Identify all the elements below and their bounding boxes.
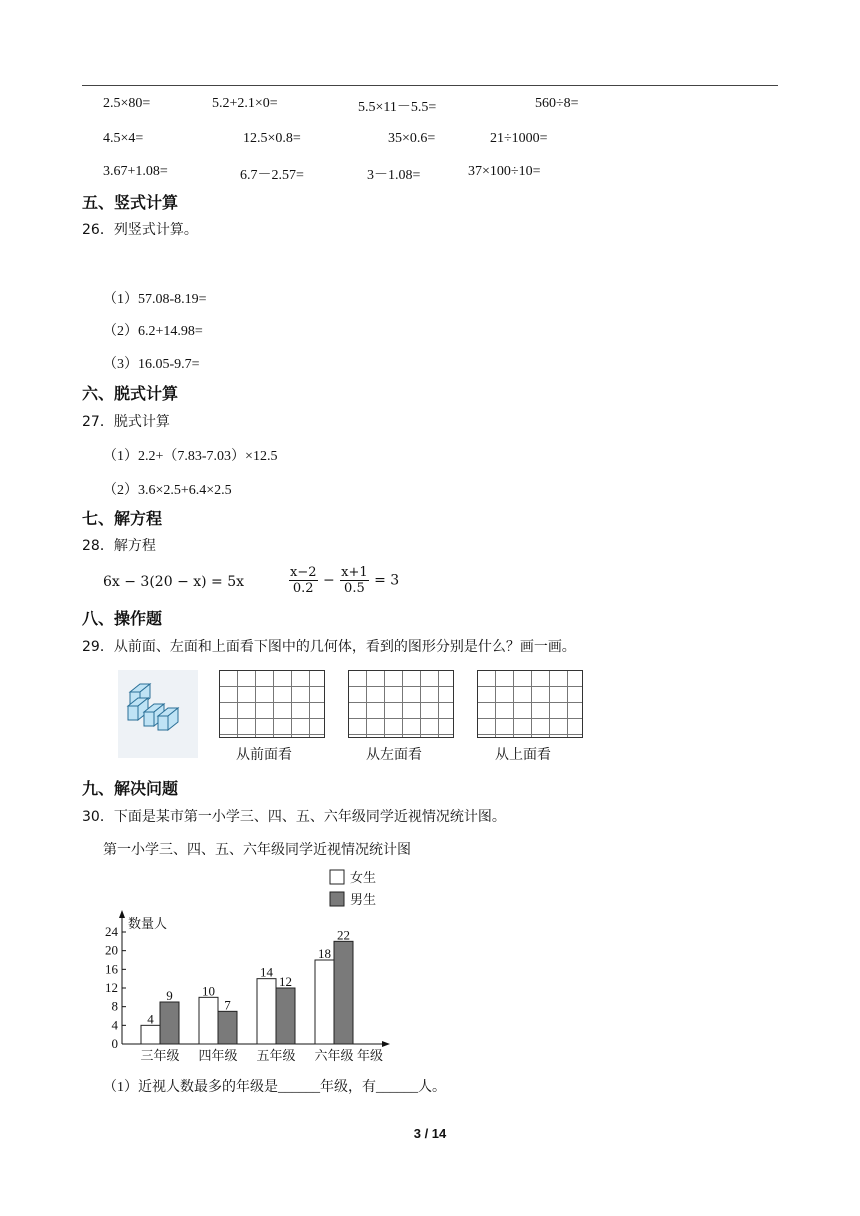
y-tick-label: 4 bbox=[111, 1017, 118, 1033]
y-tick-label: 8 bbox=[111, 998, 118, 1014]
bar-value-label: 9 bbox=[166, 988, 173, 1003]
bar-value-label: 18 bbox=[318, 946, 331, 961]
problem-item: （1）近视人数最多的年级是______年级，有______人。 bbox=[103, 1080, 446, 1095]
drawing-grid-front[interactable] bbox=[219, 670, 325, 738]
top-rule bbox=[82, 85, 778, 86]
question-text: 27．脱式计算 bbox=[82, 414, 170, 430]
calc-item: 6.7－2.57= bbox=[240, 168, 304, 183]
calc-item: 5.5×11－5.5= bbox=[358, 100, 437, 115]
x-tick-label: 三年级 bbox=[140, 1048, 180, 1063]
problem-item: （2）6.2+14.98= bbox=[103, 324, 203, 339]
denominator: 0.2 bbox=[292, 581, 314, 596]
problem-item: （2）3.6×2.5+6.4×2.5 bbox=[103, 483, 232, 498]
numerator: x+1 bbox=[341, 565, 368, 580]
fraction bbox=[289, 565, 318, 596]
calc-item: 35×0.6= bbox=[388, 131, 436, 146]
x-tick-label: 五年级 bbox=[256, 1048, 296, 1063]
bar-value-label: 10 bbox=[202, 983, 215, 999]
question-text: 29．从前面、左面和上面看下图中的几何体，看到的图形分别是什么？画一画。 bbox=[82, 639, 576, 655]
section-heading: 六、脱式计算 bbox=[82, 384, 179, 403]
x-tick-label: 四年级 bbox=[198, 1048, 238, 1063]
bar-value-label: 7 bbox=[224, 997, 231, 1013]
denominator: 0.5 bbox=[344, 581, 365, 596]
bar-value-label: 14 bbox=[260, 964, 273, 980]
bar bbox=[218, 1011, 237, 1044]
grid-label-left: 从左面看 bbox=[366, 747, 422, 763]
y-tick-label: 0 bbox=[111, 1036, 118, 1051]
x-axis-label: 年级 bbox=[356, 1048, 384, 1063]
bar-chart bbox=[96, 866, 416, 1066]
bar-value-label: 12 bbox=[279, 974, 292, 989]
y-axis-label: 数量人 bbox=[128, 916, 168, 931]
bar bbox=[199, 997, 218, 1044]
drawing-grid-left[interactable] bbox=[348, 670, 454, 738]
equation-1: 6x − 3(20 − x) = 5x bbox=[103, 574, 245, 590]
section-heading: 八、操作题 bbox=[82, 609, 163, 628]
calc-item: 4.5×4= bbox=[103, 131, 144, 146]
grid-label-top: 从上面看 bbox=[495, 747, 551, 763]
calc-item: 2.5×80= bbox=[103, 96, 151, 111]
operator: − bbox=[322, 572, 335, 589]
y-tick-label: 24 bbox=[105, 924, 118, 939]
bar bbox=[334, 941, 353, 1044]
equation-2 bbox=[288, 565, 399, 596]
calc-item: 21÷1000= bbox=[490, 131, 548, 146]
x-axis-arrow bbox=[382, 1041, 390, 1047]
bar bbox=[276, 988, 295, 1044]
bar-value-label: 4 bbox=[147, 1011, 154, 1027]
calc-item: 5.2+2.1×0= bbox=[212, 96, 278, 111]
y-tick-label: 20 bbox=[105, 942, 118, 958]
question-text: 30．下面是某市第一小学三、四、五、六年级同学近视情况统计图。 bbox=[82, 809, 506, 825]
bar-value-label: 22 bbox=[337, 927, 350, 943]
question-text: 26．列竖式计算。 bbox=[82, 222, 198, 238]
legend-swatch bbox=[330, 892, 344, 906]
x-tick-label: 六年级 bbox=[314, 1048, 354, 1063]
chart-title: 第一小学三、四、五、六年级同学近视情况统计图 bbox=[103, 842, 411, 858]
calc-item: 37×100÷10= bbox=[468, 164, 541, 179]
grid-label-front: 从前面看 bbox=[236, 747, 292, 763]
section-heading: 九、解决问题 bbox=[82, 779, 179, 798]
calc-item: 3－1.08= bbox=[367, 168, 421, 183]
cube-figure bbox=[118, 670, 198, 758]
cubes-drawing bbox=[118, 670, 198, 758]
numerator: x−2 bbox=[290, 565, 317, 580]
section-heading: 五、竖式计算 bbox=[82, 193, 179, 212]
section-heading: 七、解方程 bbox=[82, 509, 163, 528]
bar bbox=[315, 960, 334, 1044]
y-tick-label: 16 bbox=[105, 961, 118, 977]
calc-item: 560÷8= bbox=[535, 96, 579, 111]
y-tick-label: 12 bbox=[105, 980, 118, 995]
problem-item: （1）57.08-8.19= bbox=[103, 292, 207, 307]
question-text: 28．解方程 bbox=[82, 538, 156, 554]
legend-label: 男生 bbox=[350, 892, 377, 907]
bar bbox=[141, 1025, 160, 1044]
equation-rhs: = 3 bbox=[374, 572, 400, 589]
fraction bbox=[340, 565, 369, 596]
calc-item: 12.5×0.8= bbox=[243, 131, 301, 146]
bar bbox=[257, 979, 276, 1044]
y-axis-arrow bbox=[119, 910, 125, 918]
legend-swatch bbox=[330, 870, 344, 884]
legend-label: 女生 bbox=[350, 870, 377, 885]
calc-item: 3.67+1.08= bbox=[103, 164, 168, 179]
drawing-grid-top[interactable] bbox=[477, 670, 583, 738]
problem-item: （1）2.2+（7.83-7.03）×12.5 bbox=[103, 449, 278, 464]
page-number: 3 / 14 bbox=[413, 1126, 447, 1141]
problem-item: （3）16.05-9.7= bbox=[103, 357, 200, 372]
bar bbox=[160, 1002, 179, 1044]
